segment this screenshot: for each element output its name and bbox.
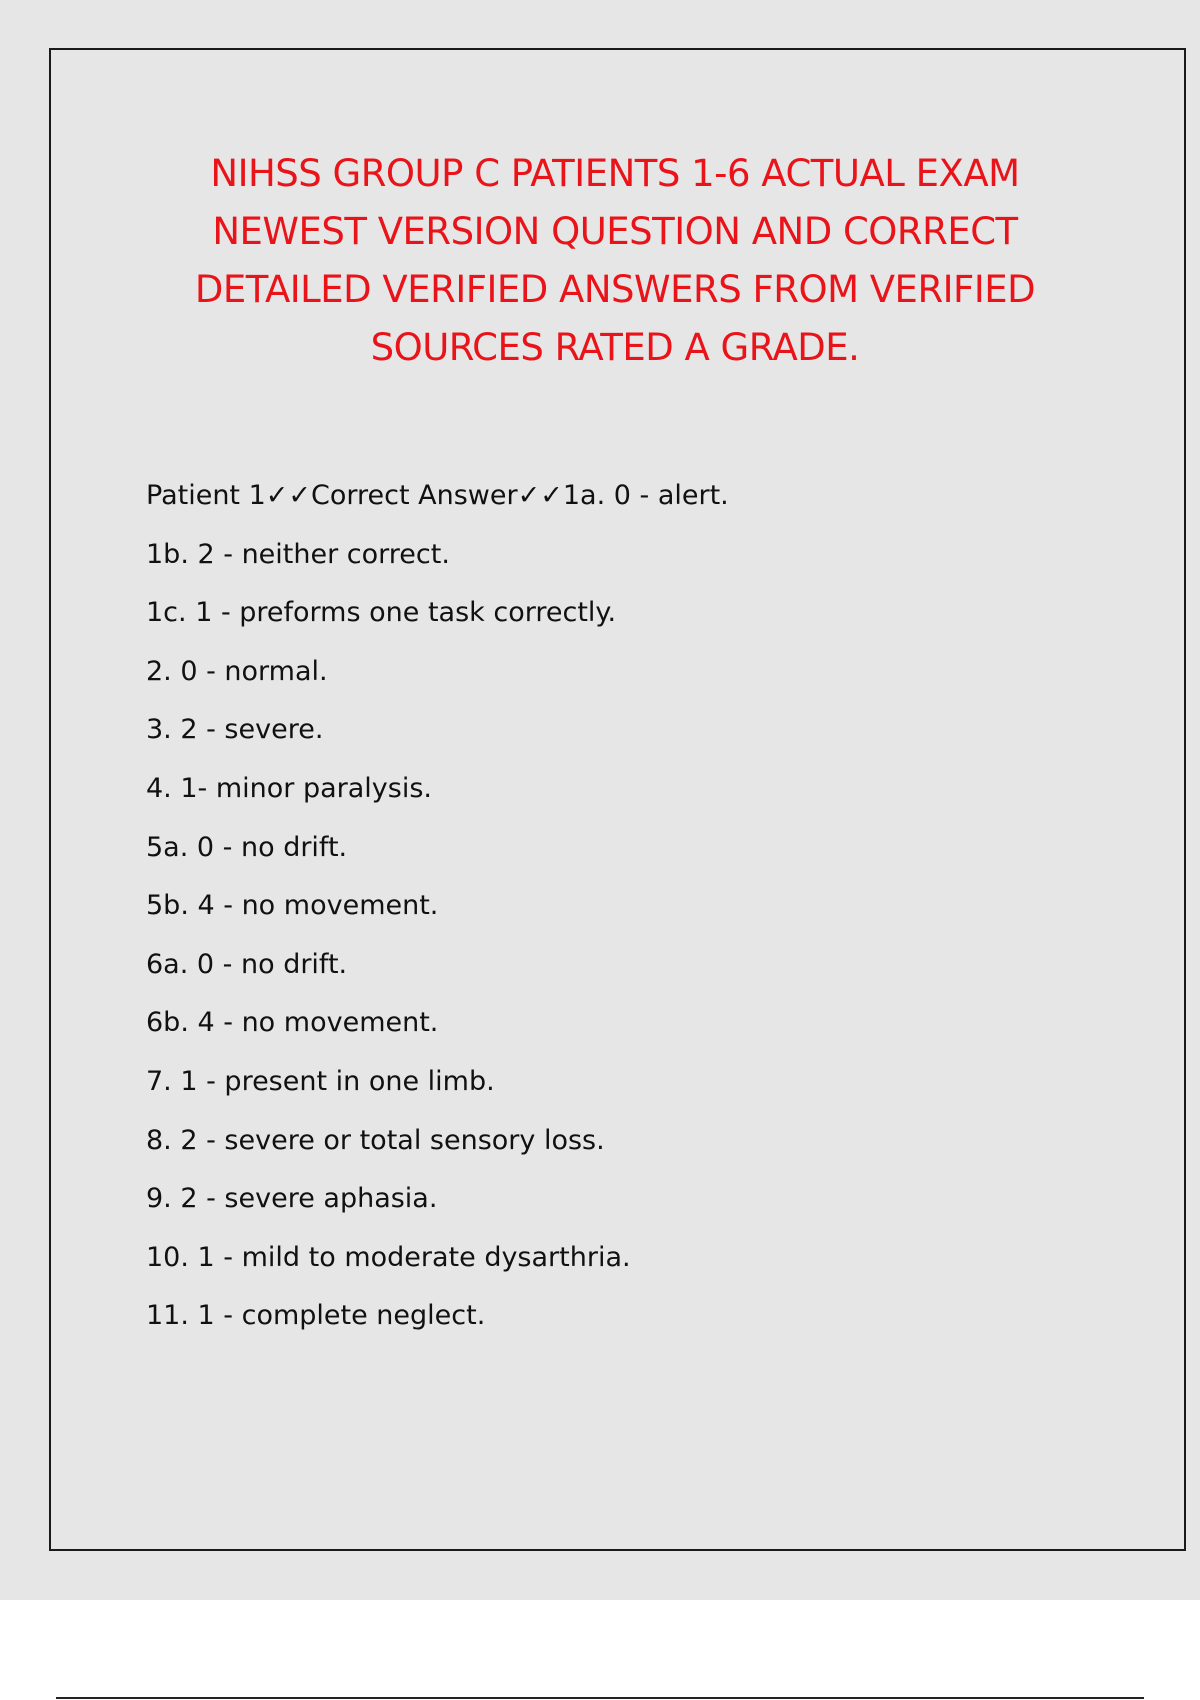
answer-item-3: 3. 2 - severe. <box>146 714 324 746</box>
answer-list <box>146 467 729 1346</box>
answer-item-11: 11. 1 - complete neglect. <box>146 1300 486 1332</box>
answer-item-4: 4. 1- minor paralysis. <box>146 772 432 804</box>
answer-item-1b: 1b. 2 - neither correct. <box>146 538 450 570</box>
title-line-2: NEWEST VERSION QUESTION AND CORRECT <box>212 210 1018 253</box>
answer-item-1c: 1c. 1 - preforms one task correctly. <box>146 597 617 629</box>
answer-item-10: 10. 1 - mild to moderate dysarthria. <box>146 1241 631 1273</box>
title-line-3: DETAILED VERIFIED ANSWERS FROM VERIFIED <box>194 268 1036 311</box>
answer-item-8: 8. 2 - severe or total sensory loss. <box>146 1124 605 1156</box>
title-line-1: NIHSS GROUP C PATIENTS 1-6 ACTUAL EXAM <box>210 152 1020 195</box>
title-line-4: SOURCES RATED A GRADE. <box>370 326 860 369</box>
answer-item-1a: Patient 1✓✓Correct Answer✓✓1a. 0 - alert. <box>146 480 729 511</box>
document-title <box>150 145 1080 377</box>
answer-item-7: 7. 1 - present in one limb. <box>146 1065 495 1097</box>
answer-item-6a: 6a. 0 - no drift. <box>146 948 348 980</box>
answer-item-6b: 6b. 4 - no movement. <box>146 1007 439 1039</box>
bottom-divider <box>56 1697 1144 1699</box>
answer-item-9: 9. 2 - severe aphasia. <box>146 1183 438 1215</box>
answer-item-5b: 5b. 4 - no movement. <box>146 890 439 922</box>
answer-item-5a: 5a. 0 - no drift. <box>146 831 348 863</box>
answer-item-2: 2. 0 - normal. <box>146 655 328 687</box>
